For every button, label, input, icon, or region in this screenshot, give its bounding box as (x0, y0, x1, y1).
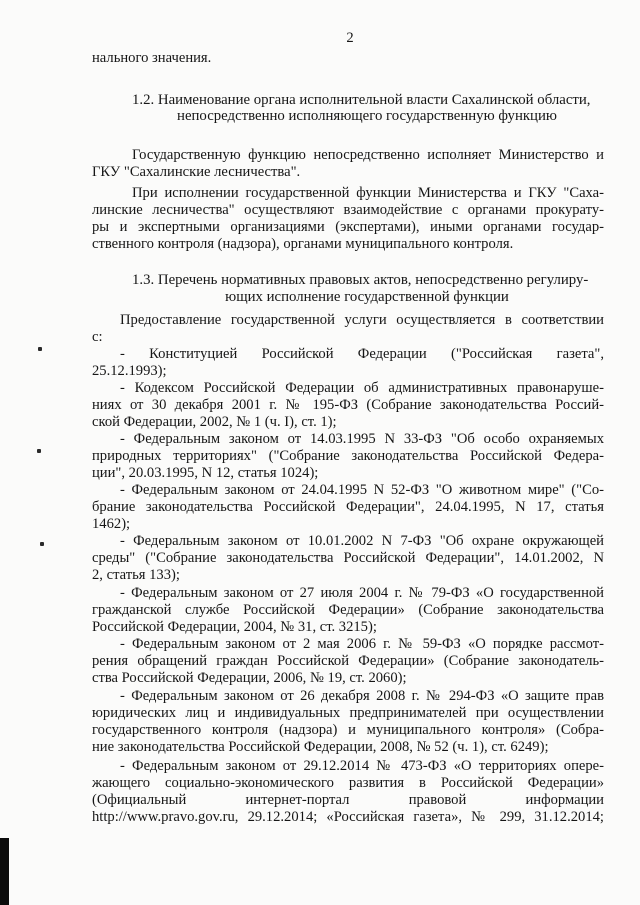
para-1-line-1: Государственную функцию непосредственно исполняет Министерство и (132, 147, 604, 163)
scan-edge-bar (0, 838, 9, 905)
act-2-line-1: - Кодексом Российской Федерации об административных правонаруше- (120, 380, 604, 396)
section-1-3-heading-line-1: 1.3. Перечень нормативных правовых актов, непосредственно регулиру- (132, 272, 589, 288)
act-8-line-3: государственного контроля (надзора) и муниципального контроля» (Собра- (92, 722, 604, 738)
section-1-2-heading-line-2: непосредственно исполняющего государственную функцию (177, 108, 557, 124)
act-4-line-1: - Федеральным законом от 24.04.1995 N 52-ФЗ "О животном мире" ("Со- (120, 482, 604, 498)
act-2-line-3: ской Федерации, 2002, № 1 (ч. I), ст. 1); (92, 414, 337, 430)
scan-speck (37, 449, 41, 453)
scan-speck (40, 542, 44, 546)
act-2-line-2: ниях от 30 декабря 2001 г. № 195-ФЗ (Собрание законодательства Россий- (92, 397, 604, 413)
section-1-2-heading-line-1: 1.2. Наименование органа исполнительной власти Сахалинской области, (132, 92, 591, 108)
act-5-line-3: 2, статья 133); (92, 567, 180, 583)
section-1-3-heading-line-2: ющих исполнение государственной функции (225, 289, 509, 305)
continued-text: нального значения. (92, 50, 212, 66)
act-9-line-4: http://www.pravo.gov.ru, 29.12.2014; «Российская газета», № 299, 31.12.2014; (92, 809, 604, 825)
act-3-line-2: природных территориях" ("Собрание законодательства Российской Федера- (92, 448, 604, 464)
act-7-line-1: - Федеральным законом от 2 мая 2006 г. № 59-ФЗ «О порядке рассмот- (120, 636, 604, 652)
act-6-line-2: гражданской службе Российской Федерации» (Собрание законодательства (92, 602, 604, 618)
act-9-line-2: жающего социально-экономического развития в Российской Федерации» (92, 775, 604, 791)
para-2-line-3: ры и экспертными организациями (экспертами), иными органами государ- (92, 219, 604, 235)
act-1-line-1: - Конституцией Российской Федерации ("Российская газета", (120, 346, 604, 362)
act-4-line-3: 1462); (92, 516, 131, 532)
act-1-line-2: 25.12.1993); (92, 363, 167, 379)
intro-line-2: с: (92, 329, 103, 345)
scan-speck (38, 347, 42, 351)
act-7-line-3: ства Российской Федерации, 2006, № 19, ст. 2060); (92, 670, 407, 686)
act-9-line-1: - Федеральным законом от 29.12.2014 № 473-ФЗ «О территориях опере- (120, 758, 604, 774)
act-6-line-1: - Федеральным законом от 27 июля 2004 г. № 79-ФЗ «О государственной (120, 585, 604, 601)
para-2-line-4: ственного контроля (надзора), органами муниципального контроля. (92, 236, 514, 252)
act-7-line-2: рения обращений граждан Российской Федерации» (Собрание законодатель- (92, 653, 604, 669)
act-4-line-2: брание законодательства Российской Федерации", 24.04.1995, N 17, статья (92, 499, 604, 515)
intro-line-1: Предоставление государственной услуги осуществляется в соответствии (120, 312, 604, 328)
para-2-line-1: При исполнении государственной функции Министерства и ГКУ "Саха- (132, 185, 604, 201)
act-8-line-2: юридических лиц и индивидуальных предпринимателей при осуществлении (92, 705, 604, 721)
act-6-line-3: Российской Федерации, 2004, № 31, ст. 3215); (92, 619, 377, 635)
page-number: 2 (346, 30, 354, 46)
act-8-line-4: ние законодательства Российской Федерации, 2008, № 52 (ч. 1), ст. 6249); (92, 739, 549, 755)
act-3-line-3: ции", 20.03.1995, N 12, статья 1024); (92, 465, 319, 481)
act-8-line-1: - Федеральным законом от 26 декабря 2008 г. № 294-ФЗ «О защите прав (120, 688, 604, 704)
act-9-line-3: (Официальный интернет-портал правовой информации (92, 792, 604, 808)
para-2-line-2: линские лесничества" осуществляют взаимодействие с органами прокурату- (92, 202, 604, 218)
act-5-line-2: среды" ("Собрание законодательства Российской Федерации", 14.01.2002, N (92, 550, 604, 566)
act-3-line-1: - Федеральным законом от 14.03.1995 N 33-ФЗ "Об особо охраняемых (120, 431, 604, 447)
para-1-line-2: ГКУ "Сахалинские лесничества". (92, 164, 301, 180)
act-5-line-1: - Федеральным законом от 10.01.2002 N 7-ФЗ "Об охране окружающей (120, 533, 604, 549)
